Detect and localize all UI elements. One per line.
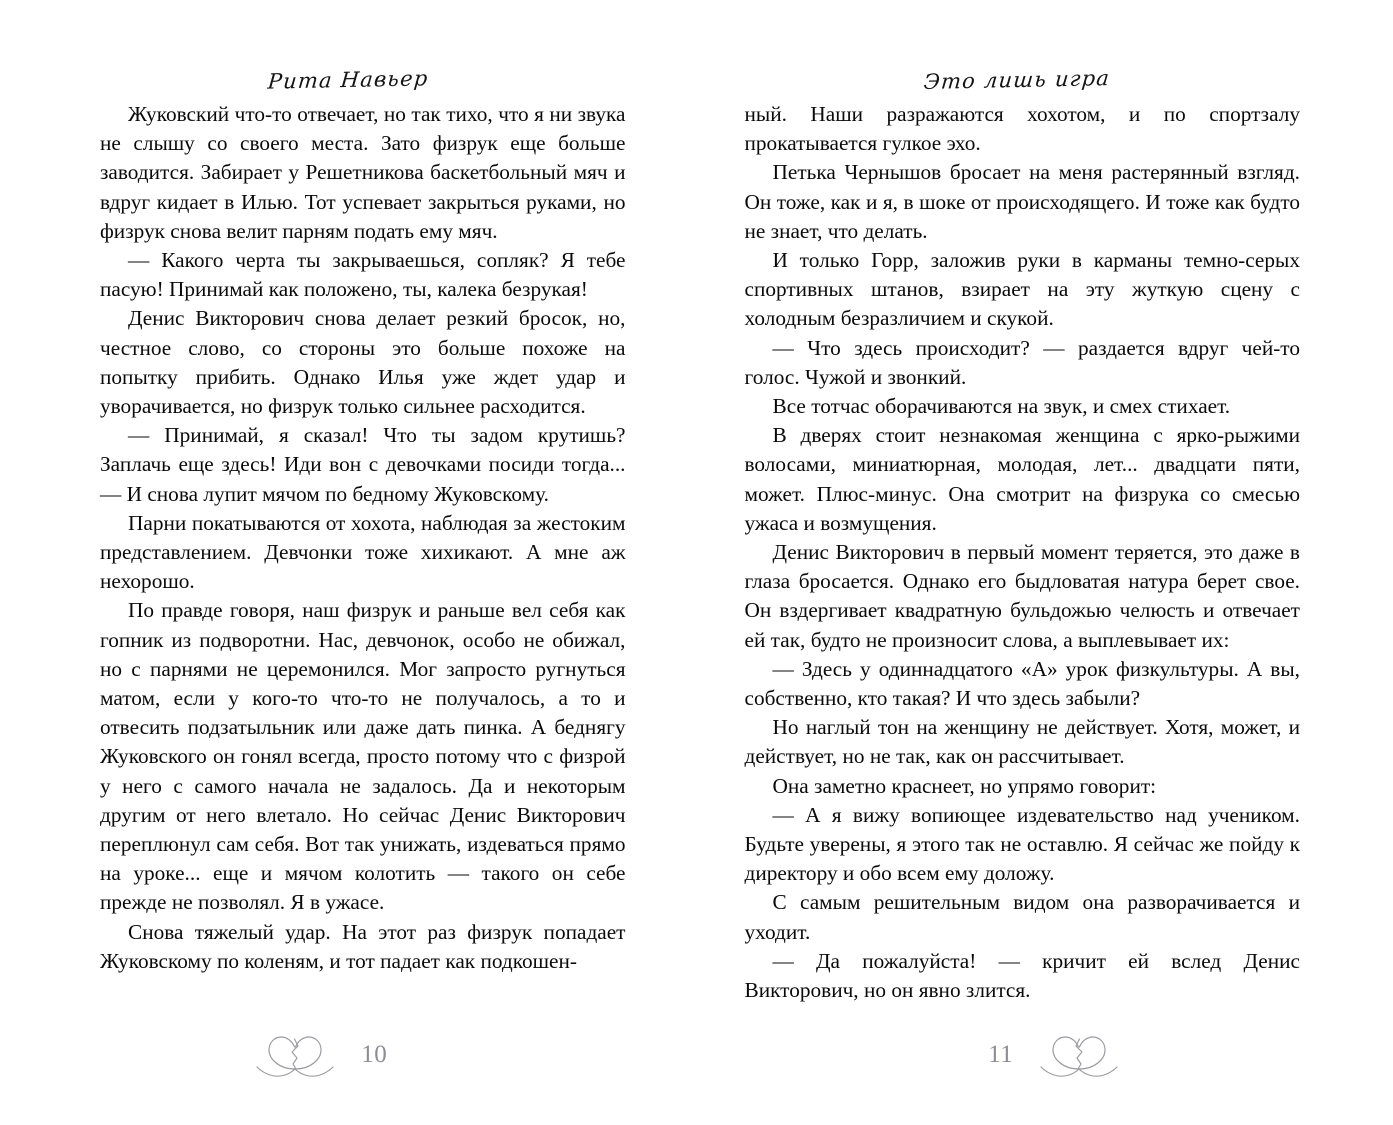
left-running-head xyxy=(100,0,626,100)
paragraph: Жуковский что-то отвечает, но так тихо, что я ни звука не слышу со своего места. Зато физрук еще больше заводится. Забирает у Решетникова баскетбольный мяч и вдруг кидает в Илью. Тот успевает закрыться руками, но физрук снова велит парням подать ему мяч. xyxy=(100,102,626,243)
right-page-body xyxy=(745,100,1301,1005)
paragraph: Снова тяжелый удар. На этот раз физрук попадает Жуковскому по коленям, и тот падает как подкошен- xyxy=(100,919,626,973)
left-running-head-text: Рита Навьер xyxy=(266,66,430,94)
paragraph: И только Горр, заложив руки в карманы темно-серых спортивных штанов, взирает на эту жуткую сцену с холодным безразличием и скукой. xyxy=(744,248,1300,331)
paragraph: — Что здесь происходит? — раздается вдруг чей-то голос. Чужой и звонкий. xyxy=(744,335,1300,389)
paragraph: — Да пожалуйста! — кричит ей вслед Денис Викторович, но он явно злится. xyxy=(744,948,1300,1003)
paragraph: Все тотчас оборачиваются на звук, и смех стихает. xyxy=(772,394,1231,419)
paragraph: Но наглый тон на женщину не действует. Хотя, может, и действует, но не так, как он рассчитывает. xyxy=(744,715,1300,769)
right-page xyxy=(697,0,1393,1125)
paragraph: — Какого черта ты закрываешься, сопляк? Я тебе пасую! Принимай как положено, ты, калека безрукая! xyxy=(100,248,626,302)
paragraph: ный. Наши разражаются хохотом, и по спортзалу прокатывается гулкое эхо. xyxy=(744,102,1300,156)
right-running-head xyxy=(745,0,1301,100)
paragraph: Петька Чернышов бросает на меня растерянный взгляд. Он тоже, как и я, в шоке от происходящего. И тоже как будто не знает, что делать. xyxy=(744,160,1300,243)
paragraph: — Здесь у одиннадцатого «А» урок физкультуры. А вы, собственно, кто такая? И что здесь забыли? xyxy=(744,656,1300,711)
paragraph: С самым решительным видом она разворачивается и уходит. xyxy=(744,890,1300,944)
paragraph: В дверях стоит незнакомая женщина с ярко-рыжими волосами, миниатюрная, молодая, лет... двадцати пяти, может. Плюс-минус. Она смотрит на физрука со смесью ужаса и возмущения. xyxy=(744,423,1300,535)
right-folio xyxy=(697,1025,1393,1087)
paragraph: По правде говоря, наш физрук и раньше вел себя как гопник из подворотни. Нас, девчонок, особо не обижал, но с парнями не церемонился. Мог запросто ругнуться матом, если у кого-то что-то не получалось, а то и отвесить подзатыльник или даже дать пинка. А беднягу Жуковского он гонял всегда, просто потому что с физрой у него с самого начала не задалось. Да и некоторым другим от него влетало. Но сейчас Денис Викторович переплюнул сам себя. Вот так унижать, издеваться прямо на уроке... еще и мячом колотить — такого он себе прежде не позволял. Я в ужасе. xyxy=(100,598,626,915)
paragraph: Она заметно краснеет, но упрямо говорит: xyxy=(772,773,1157,798)
page-number: 10 xyxy=(361,1040,388,1068)
page-number: 11 xyxy=(988,1040,1014,1068)
paragraph: Денис Викторович в первый момент теряется, это даже в глаза бросается. Однако его быдловатая натура берет свое. Он вздергивает квадратную бульдожью челюсть и отвечает ей так, будто не произносит слова, а выплевывает их: xyxy=(744,540,1300,652)
left-folio xyxy=(0,1025,697,1087)
broken-heart-ornament-icon xyxy=(249,1028,361,1084)
broken-heart-ornament-icon xyxy=(1013,1028,1125,1084)
paragraph: — Принимай, я сказал! Что ты задом крутишь? Заплачь еще здесь! Иди вон с девочками посиди тогда... — И снова лупит мячом по бедному Жуковскому. xyxy=(100,423,626,506)
right-running-head-text: Это лишь игра xyxy=(923,66,1112,94)
left-page-body xyxy=(100,100,626,976)
paragraph: Денис Викторович снова делает резкий бросок, но, честное слово, со стороны это больше похоже на попытку прибить. Однако Илья уже ждет удар и уворачивается, но физрук только сильнее расходится. xyxy=(100,306,626,419)
paragraph: — А я вижу вопиющее издевательство над учеником. Будьте уверены, я этого так не оставлю. Я сейчас же пойду к директору и обо всем ему доложу. xyxy=(744,802,1300,886)
paragraph: Парни покатываются от хохота, наблюдая за жестоким представлением. Девчонки тоже хихикают. А мне аж нехорошо. xyxy=(100,510,626,594)
